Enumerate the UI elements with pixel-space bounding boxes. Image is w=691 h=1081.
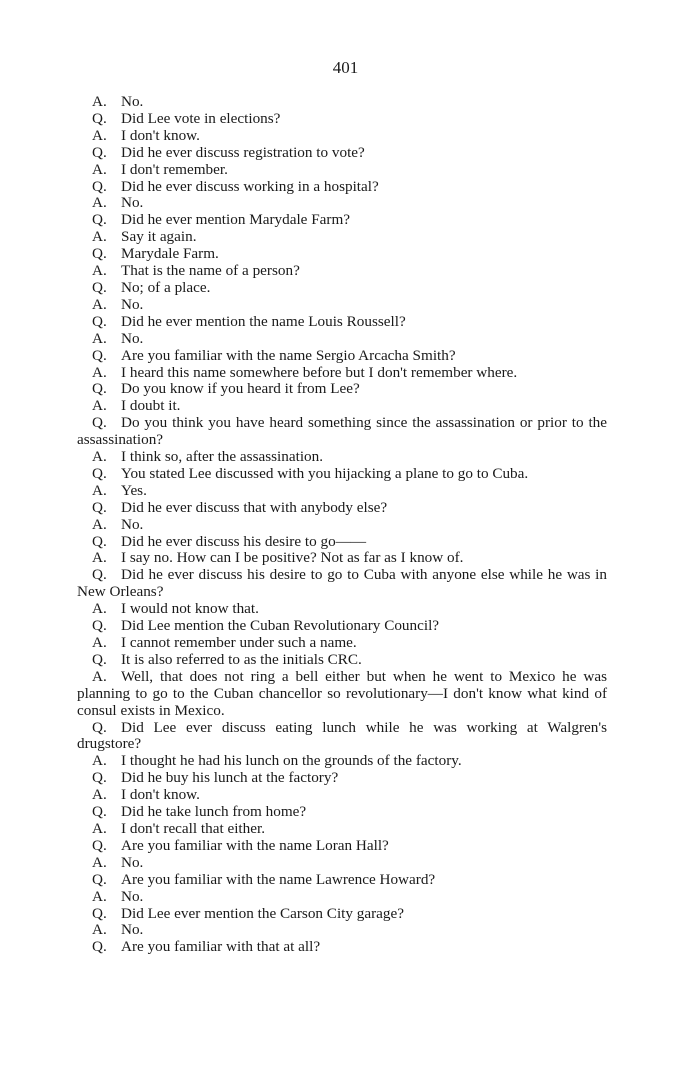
speaker-label: A. [92, 160, 107, 178]
question-line [77, 415, 607, 449]
speaker-label: A. [92, 228, 107, 246]
question-line [77, 246, 607, 263]
answer-line [77, 94, 607, 111]
answer-line [77, 365, 607, 382]
line-text: I thought he had his lunch on the grounds of the factory. [121, 752, 462, 770]
speaker-label: A. [92, 397, 107, 415]
line-text: I say no. How can I be positive? Not as far as I know of. [121, 549, 464, 567]
line-text: No. [121, 93, 144, 110]
question-line [77, 652, 607, 669]
speaker-label: Q. [92, 211, 107, 229]
line-text: No. [121, 329, 144, 347]
speaker-label: A. [92, 786, 107, 804]
answer-line [77, 635, 607, 652]
line-text: No. [121, 853, 144, 871]
speaker-label: Q. [92, 769, 107, 787]
speaker-label: A. [92, 126, 107, 144]
question-line [77, 872, 607, 889]
speaker-label: Q. [92, 566, 107, 584]
speaker-label: Q. [92, 650, 107, 668]
question-line [77, 212, 607, 229]
speaker-label: A. [92, 262, 107, 280]
line-text: I would not know that. [121, 600, 259, 618]
page-number: 401 [332, 58, 359, 77]
line-text: Did Lee ever mention the Carson City garage? [121, 904, 404, 922]
line-text: No; of a place. [121, 278, 211, 296]
question-line [77, 500, 607, 517]
speaker-label: A. [92, 93, 107, 110]
question-line [77, 567, 607, 601]
line-text: I don't know. [121, 786, 200, 804]
transcript [77, 94, 607, 956]
speaker-label: A. [92, 634, 107, 651]
line-text: I don't recall that either. [121, 819, 266, 837]
question-line [77, 145, 607, 162]
speaker-label: Q. [92, 312, 107, 330]
question-line [77, 906, 607, 923]
line-text: Did he ever mention the name Louis Roussell? [121, 312, 406, 330]
speaker-label: Q. [92, 414, 107, 432]
answer-line [77, 263, 607, 280]
speaker-label: Q. [92, 498, 107, 516]
question-line [77, 770, 607, 787]
question-line [77, 534, 607, 551]
speaker-label: Q. [92, 245, 107, 263]
answer-line [77, 601, 607, 618]
line-text: Did Lee mention the Cuban Revolutionary Council? [121, 617, 440, 635]
answer-line [77, 821, 607, 838]
answer-line [77, 297, 607, 314]
line-text: Are you familiar with the name Lawrence Howard? [121, 870, 436, 888]
line-text: Did he ever discuss registration to vote? [121, 143, 365, 161]
speaker-label: Q. [92, 143, 107, 161]
speaker-label: Q. [92, 836, 107, 854]
speaker-label: Q. [92, 177, 107, 195]
line-text: I think so, after the assassination. [121, 448, 324, 466]
line-text: No. [121, 295, 144, 313]
line-text: Marydale Farm. [121, 245, 219, 263]
answer-line [77, 398, 607, 415]
speaker-label: Q. [92, 109, 107, 127]
speaker-label: A. [92, 752, 107, 770]
answer-line [77, 195, 607, 212]
question-line [77, 804, 607, 821]
speaker-label: Q. [92, 380, 107, 398]
question-line [77, 348, 607, 365]
line-text: Are you familiar with the name Sergio Arcacha Smith? [121, 346, 456, 364]
speaker-label: A. [92, 667, 107, 685]
speaker-label: Q. [92, 464, 107, 482]
question-line [77, 111, 607, 128]
answer-line [77, 449, 607, 466]
speaker-label: A. [92, 363, 107, 381]
line-text: Are you familiar with that at all? [121, 938, 321, 956]
question-line [77, 939, 607, 956]
answer-line [77, 669, 607, 720]
answer-line [77, 753, 607, 770]
speaker-label: A. [92, 819, 107, 837]
question-line [77, 466, 607, 483]
line-text: I heard this name somewhere before but I don't remember where. [121, 363, 518, 381]
speaker-label: A. [92, 329, 107, 347]
line-text: Did Lee ever discuss eating lunch while he was working at Walgren's drugstore? [77, 718, 607, 753]
answer-line [77, 483, 607, 500]
line-text: Did Lee vote in elections? [121, 109, 281, 127]
question-line [77, 314, 607, 331]
line-text: No. [121, 194, 144, 212]
question-line [77, 381, 607, 398]
speaker-label: A. [92, 549, 107, 567]
question-line [77, 618, 607, 635]
line-text: Do you know if you heard it from Lee? [121, 380, 360, 398]
line-text: It is also referred to as the initials CRC. [121, 650, 362, 668]
answer-line [77, 517, 607, 534]
speaker-label: Q. [92, 278, 107, 296]
line-text: Well, that does not ring a bell either but when he went to Mexico he was planning to go to the Cuban chancellor so revolutionary—I don't know what kind of consul exists in Mexico. [77, 667, 607, 719]
line-text: I cannot remember under such a name. [121, 634, 357, 651]
line-text: I doubt it. [121, 397, 181, 415]
question-line [77, 720, 607, 754]
answer-line [77, 162, 607, 179]
line-text: Did he ever discuss that with anybody else? [121, 498, 388, 516]
line-text: Did he ever discuss his desire to go to Cuba with anyone else while he was in New Orleans? [77, 566, 607, 601]
line-text: No. [121, 887, 144, 905]
line-text: That is the name of a person? [121, 262, 300, 280]
speaker-label: A. [92, 515, 107, 533]
line-text: Did he ever discuss working in a hospital? [121, 177, 379, 195]
line-text: Are you familiar with the name Loran Hall? [121, 836, 389, 854]
question-line [77, 280, 607, 297]
answer-line [77, 922, 607, 939]
answer-line [77, 787, 607, 804]
answer-line [77, 229, 607, 246]
line-text: No. [121, 921, 144, 939]
speaker-label: A. [92, 921, 107, 939]
line-text: I don't remember. [121, 160, 228, 178]
speaker-label: Q. [92, 870, 107, 888]
speaker-label: A. [92, 295, 107, 313]
speaker-label: Q. [92, 617, 107, 635]
answer-line [77, 128, 607, 145]
question-line [77, 838, 607, 855]
line-text: Did he ever discuss his desire to go—— [121, 532, 367, 550]
answer-line [77, 331, 607, 348]
answer-line [77, 855, 607, 872]
line-text: Yes. [121, 481, 147, 499]
speaker-label: Q. [92, 904, 107, 922]
speaker-label: Q. [92, 938, 107, 956]
speaker-label: A. [92, 600, 107, 618]
answer-line [77, 889, 607, 906]
line-text: You stated Lee discussed with you hijacking a plane to go to Cuba. [121, 464, 529, 482]
speaker-label: A. [92, 853, 107, 871]
speaker-label: Q. [92, 718, 107, 736]
line-text: Did he buy his lunch at the factory? [121, 769, 339, 787]
speaker-label: Q. [92, 803, 107, 821]
question-line [77, 179, 607, 196]
line-text: I don't know. [121, 126, 200, 144]
speaker-label: Q. [92, 346, 107, 364]
speaker-label: A. [92, 887, 107, 905]
line-text: Did he take lunch from home? [121, 803, 307, 821]
line-text: Say it again. [121, 228, 197, 246]
line-text: Did he ever mention Marydale Farm? [121, 211, 350, 229]
line-text: Do you think you have heard something since the assassination or prior to the assassination? [77, 414, 607, 449]
line-text: No. [121, 515, 144, 533]
speaker-label: Q. [92, 532, 107, 550]
speaker-label: A. [92, 448, 107, 466]
answer-line [77, 550, 607, 567]
speaker-label: A. [92, 481, 107, 499]
speaker-label: A. [92, 194, 107, 212]
